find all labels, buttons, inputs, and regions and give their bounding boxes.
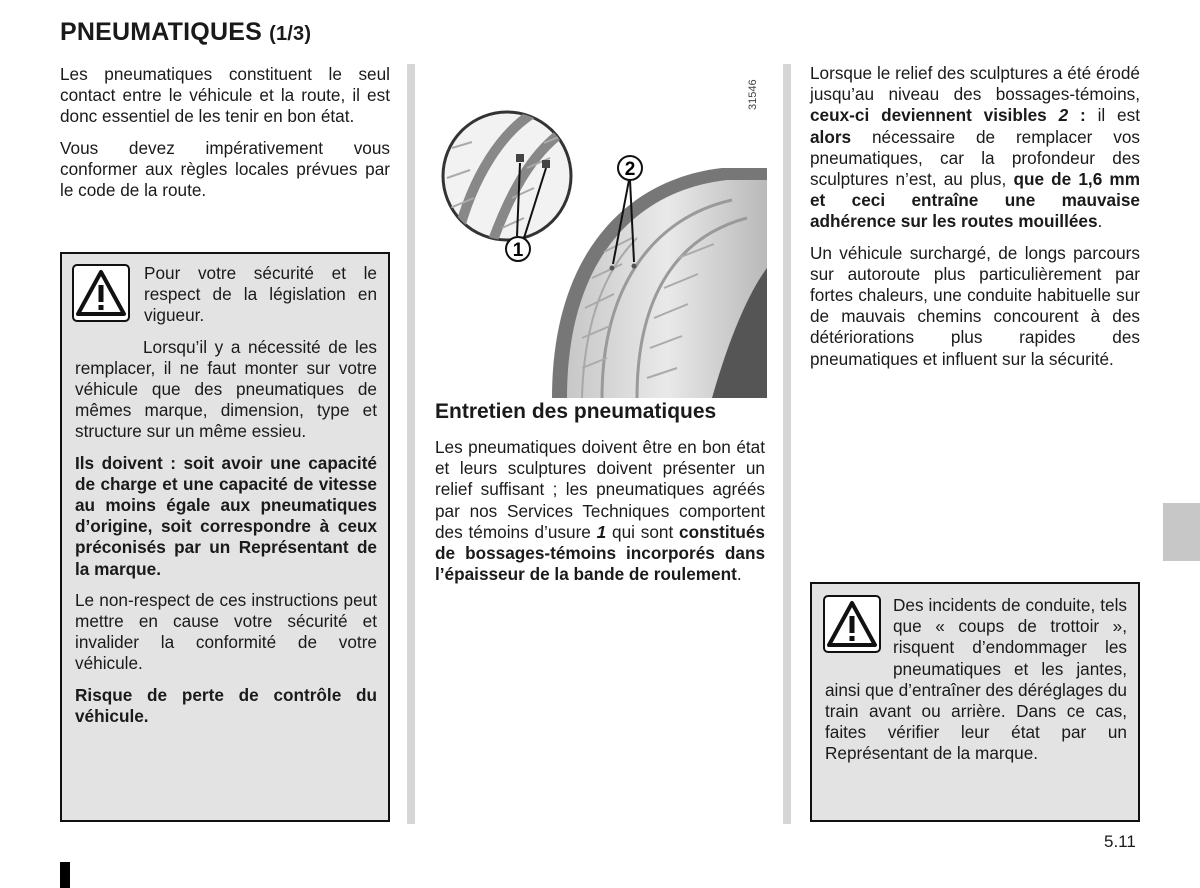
wear-bold-1: ceux-ci deviennent visibles bbox=[810, 105, 1059, 126]
warning1-bold-risk: Risque de perte de contrôle du véhicule. bbox=[75, 684, 377, 726]
intro-paragraph-2: Vous devez impérativement vous conformer aux règles locales prévues par le code de la route. bbox=[60, 137, 390, 201]
entretien-text-a: Les pneumatiques doivent être en bon état et leurs sculptures doivent présenter un relief suffisant ; les pneumatiques agréés par nos Services Techniques comportent des témoins d’usure bbox=[435, 437, 765, 542]
wear-bold-colon: : bbox=[1068, 105, 1086, 126]
wear-text bbox=[810, 63, 1140, 380]
warning-box-incidents bbox=[810, 582, 1140, 822]
icon-spacer bbox=[825, 595, 893, 671]
wear-ref-2: 2 bbox=[1058, 105, 1069, 126]
chapter-tab bbox=[1163, 503, 1200, 561]
column-divider-left bbox=[407, 64, 415, 824]
warning-box-replacement bbox=[60, 252, 390, 822]
callout-1: 1 bbox=[512, 240, 524, 261]
warning1-bold-text: Ils doivent : soit avoir une capacité de charge et une capacité de vitesse au moins égale aux pneumatiques d’origine, soit correspondre à ceux préconisés par un Représentant de la marque. bbox=[75, 452, 377, 579]
section-heading: Entretien des pneumatiques bbox=[435, 400, 717, 423]
title-main: PNEUMATIQUES bbox=[60, 18, 262, 46]
entretien-paragraph bbox=[435, 437, 765, 585]
tire-wear-indicator-photo bbox=[432, 68, 772, 398]
entretien-text bbox=[435, 437, 765, 595]
warning2-text-wrap bbox=[825, 595, 1127, 775]
page-corner-marker bbox=[60, 862, 70, 888]
callout-2: 2 bbox=[624, 159, 636, 180]
wear-paragraph-1 bbox=[810, 63, 1140, 233]
wear-paragraph-2: Un véhicule surchargé, de longs parcours sur autoroute plus particulièrement par fortes chaleurs, une conduite habituelle sur de mauvais chemins concourent à des détériorations plus rapides des pneumatiques et influent sur la sécurité. bbox=[810, 242, 1140, 369]
warning2-paragraph: Des incidents de conduite, tels que « coups de trottoir », risquent d’endommager les pneumatiques et les jantes, ainsi que d’entraîner des déréglages du train avant ou arrière. Dans ce cas, faites vérifier leur état par un Représentant de la marque. bbox=[825, 595, 1127, 764]
entretien-end: . bbox=[736, 564, 742, 585]
wear-bold-3: que de 1,6 mm et ceci entraîne une mauvaise adhérence sur les routes mouillées bbox=[810, 169, 1140, 232]
warning1-paragraph-4: Le non-respect de ces instructions peut mettre en cause votre sécurité et invalider la conformité de votre véhicule. bbox=[75, 589, 377, 674]
wear-bold-2: alors bbox=[810, 126, 852, 147]
entretien-bold: constitués de bossages-témoins incorporés dans l’épaisseur de la bande de roulement bbox=[435, 521, 765, 585]
wear-text-c: nécessaire de remplacer vos pneumatiques, car la profondeur des sculptures n’est, au plus, bbox=[810, 126, 1140, 190]
entretien-ref-1: 1 bbox=[596, 521, 607, 542]
warning1-paragraph-2: Lorsqu’il y a nécessité de les remplacer, il ne faut monter sur votre véhicule que des pneumatiques de mêmes marque, dimension, type et structure sur un même essieu. bbox=[75, 336, 377, 442]
warning1-paragraph-5 bbox=[75, 685, 377, 727]
intro-text bbox=[60, 64, 390, 211]
wear-end: . bbox=[1097, 211, 1103, 232]
figure-number: 31546 bbox=[747, 79, 759, 110]
wear-text-b: il est bbox=[1085, 105, 1140, 126]
wear-text-a: Lorsque le relief des sculptures a été érodé jusqu’au niveau des bossages-témoins, bbox=[810, 63, 1140, 105]
title-part: (1/3) bbox=[269, 23, 312, 45]
intro-paragraph-1: Les pneumatiques constituent le seul contact entre le véhicule et la route, il est donc essentiel de les tenir en bon état. bbox=[60, 64, 390, 127]
page-title bbox=[60, 18, 311, 47]
column-divider-right bbox=[783, 64, 791, 824]
entretien-text-b: qui sont bbox=[606, 521, 680, 542]
warning1-paragraph-3 bbox=[75, 453, 377, 580]
page-number: 5.11 bbox=[1104, 832, 1136, 851]
warning1-lead: Pour votre sécurité et le respect de la législation en vigueur. bbox=[144, 263, 377, 326]
